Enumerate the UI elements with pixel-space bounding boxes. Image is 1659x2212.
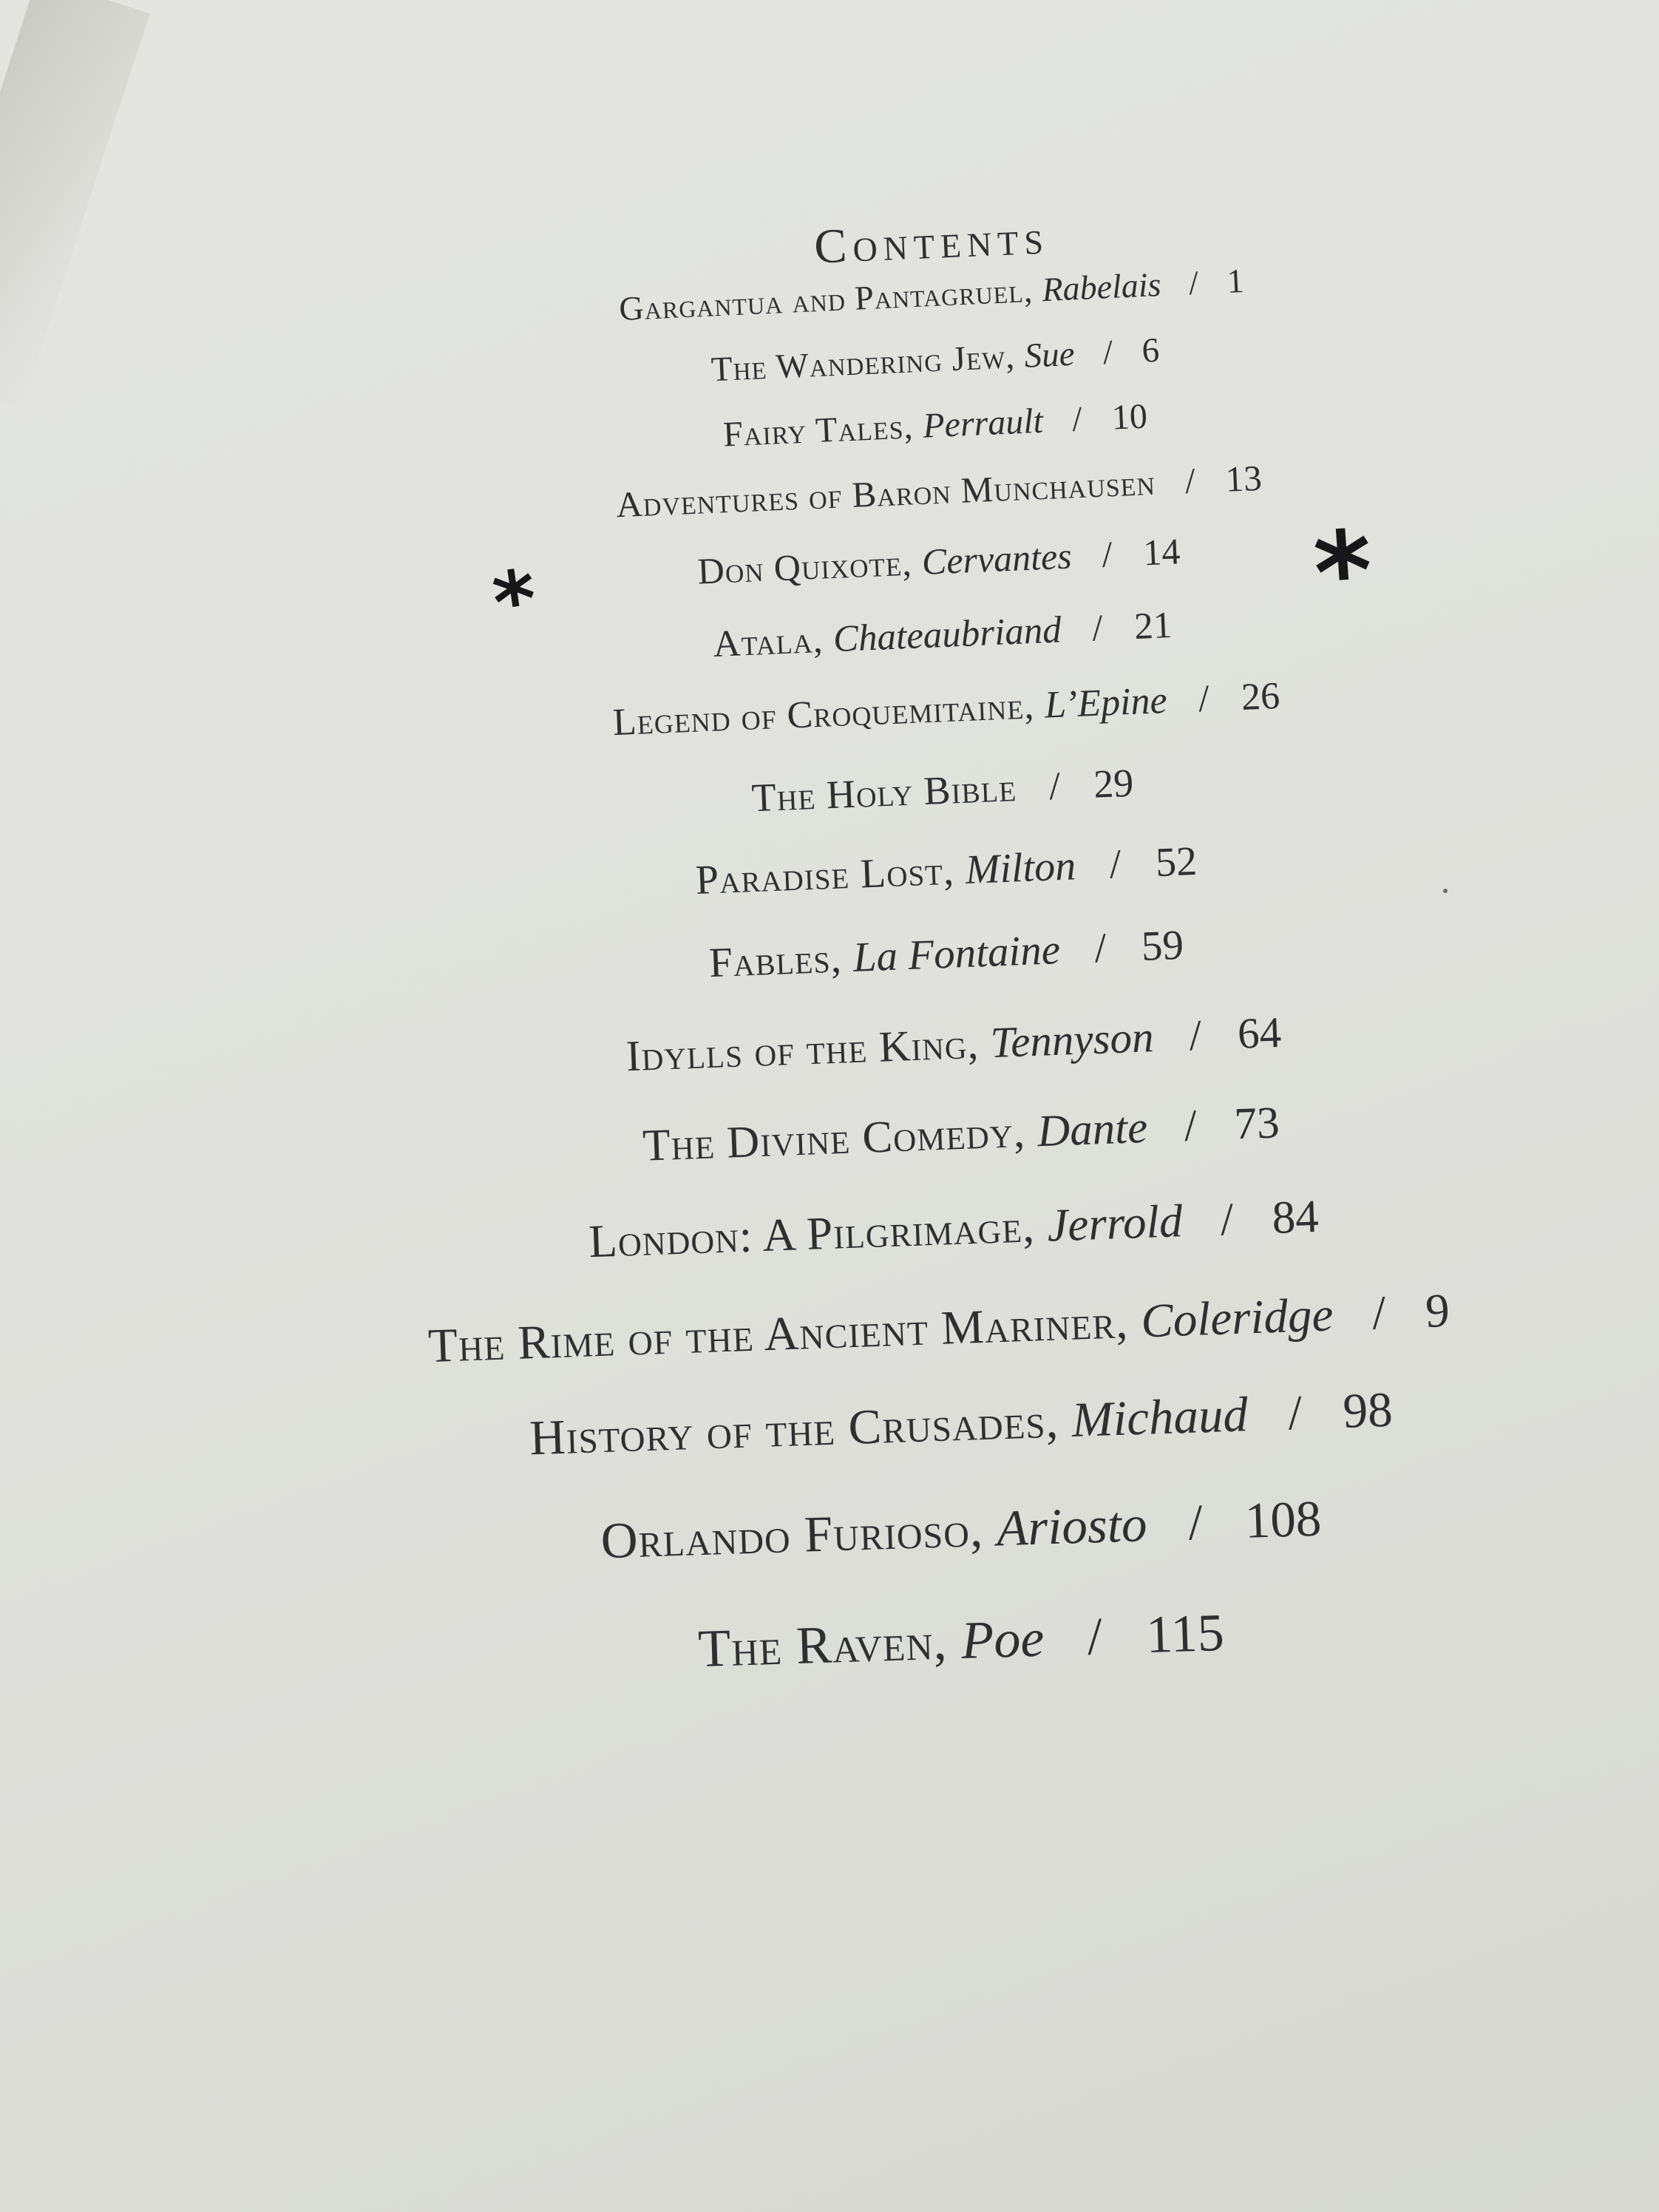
entry-title: The Wandering Jew, [710, 337, 1017, 390]
entry-separator: / [1071, 399, 1084, 439]
entry-page-number: 52 [1154, 838, 1198, 886]
entry-separator: / [1197, 677, 1211, 721]
toc-entry [710, 330, 1161, 390]
entry-author: Perrault [922, 401, 1044, 446]
entry-author: Coleridge [1140, 1288, 1334, 1348]
entry-title: The Holy Bible [750, 765, 1018, 821]
entry-author: Rabelais [1041, 265, 1162, 309]
toc-entry [696, 529, 1181, 592]
entry-separator: / [1187, 263, 1200, 302]
entry-page-number: 1 [1226, 261, 1245, 300]
entry-separator: / [1108, 841, 1123, 888]
entry-separator: / [1101, 533, 1114, 575]
entry-title: Fables, [708, 934, 843, 987]
entry-author: Jerrold [1046, 1195, 1184, 1252]
toc-entry [722, 396, 1148, 455]
toc-entry [427, 1283, 1451, 1374]
toc-entry [695, 838, 1198, 904]
toc-entry [751, 760, 1135, 821]
entry-separator: / [1091, 607, 1105, 650]
entry-page-number: 21 [1133, 605, 1173, 648]
toc-entry [588, 1190, 1320, 1269]
entry-title: History of the Crusades, [529, 1393, 1060, 1466]
entry-page-number: 98 [1342, 1382, 1394, 1439]
entry-author: Dante [1036, 1102, 1149, 1157]
entry-page-number: 73 [1233, 1098, 1280, 1150]
entry-page-number: 9 [1424, 1283, 1451, 1338]
entry-title: The Rime of the Ancient Mariner, [427, 1295, 1130, 1374]
entry-page-number: 108 [1244, 1490, 1323, 1549]
entry-title: Orlando Furioso, [600, 1501, 985, 1570]
entry-page-number: 14 [1142, 530, 1181, 574]
entry-separator: / [1219, 1192, 1235, 1246]
toc-entry [697, 1602, 1225, 1680]
entry-title: Gargantua and Pantagruel, [618, 271, 1034, 328]
entry-title: London: A Pilgrimage, [588, 1200, 1036, 1268]
toc-entry [618, 261, 1245, 328]
toc-entry [529, 1382, 1394, 1468]
entry-page-number: 26 [1240, 674, 1281, 719]
entry-title: Atala, [712, 619, 824, 665]
entry-separator: / [1086, 1606, 1104, 1666]
entry-separator: / [1187, 1493, 1204, 1551]
entry-separator: / [1093, 924, 1108, 972]
entry-separator: / [1188, 1010, 1204, 1060]
entry-separator: / [1371, 1286, 1388, 1340]
entry-author: Michaud [1071, 1387, 1249, 1448]
entry-page-number: 84 [1271, 1190, 1320, 1244]
entry-page-number: 64 [1236, 1007, 1283, 1058]
toc-entry [600, 1490, 1323, 1571]
entry-author: L’Epine [1043, 679, 1168, 727]
entry-page-number: 6 [1141, 330, 1161, 370]
toc-entry [612, 674, 1280, 744]
handwritten-asterisk-left: * [487, 551, 543, 651]
entry-title: Idylls of the King, [625, 1018, 980, 1081]
toc-entry [713, 604, 1173, 666]
handwritten-asterisk-right: * [1310, 506, 1377, 639]
entry-author: Chateaubriand [832, 609, 1062, 661]
entry-page-number: 115 [1145, 1602, 1225, 1665]
entry-title: Fairy Tales, [722, 407, 915, 455]
entry-title: The Raven, [697, 1611, 949, 1679]
entry-separator: / [1287, 1385, 1304, 1441]
entry-title: Don Quixote, [696, 541, 913, 592]
toc-entry [642, 1097, 1280, 1173]
entry-page-number: 29 [1093, 760, 1135, 807]
entry-page-number: 10 [1110, 396, 1148, 438]
toc-entry [708, 921, 1184, 988]
entry-author: Ariosto [995, 1496, 1148, 1557]
entry-title: Legend of Croquemitaine, [611, 685, 1036, 744]
toc-entry [625, 1007, 1283, 1082]
entry-title: Paradise Lost, [694, 847, 955, 904]
entry-author: Milton [964, 843, 1077, 893]
entry-author: Sue [1023, 334, 1076, 376]
entry-separator: / [1184, 460, 1197, 502]
entry-author: Tennyson [989, 1012, 1155, 1068]
entry-page-number: 59 [1140, 921, 1185, 970]
toc-entry [615, 457, 1263, 526]
entry-author: Cervantes [920, 535, 1073, 583]
contents-heading: Contents [812, 210, 1051, 274]
entry-title: Adventures of Baron Munchausen [615, 461, 1156, 526]
ink-dot [1443, 889, 1448, 893]
entry-author: La Fontaine [852, 926, 1062, 981]
entry-separator: / [1102, 333, 1115, 373]
entry-author: Poe [960, 1608, 1045, 1670]
entry-page-number: 13 [1224, 457, 1263, 500]
entry-title: The Divine Comedy, [642, 1107, 1027, 1171]
entry-separator: / [1183, 1101, 1199, 1151]
entry-separator: / [1048, 763, 1062, 809]
